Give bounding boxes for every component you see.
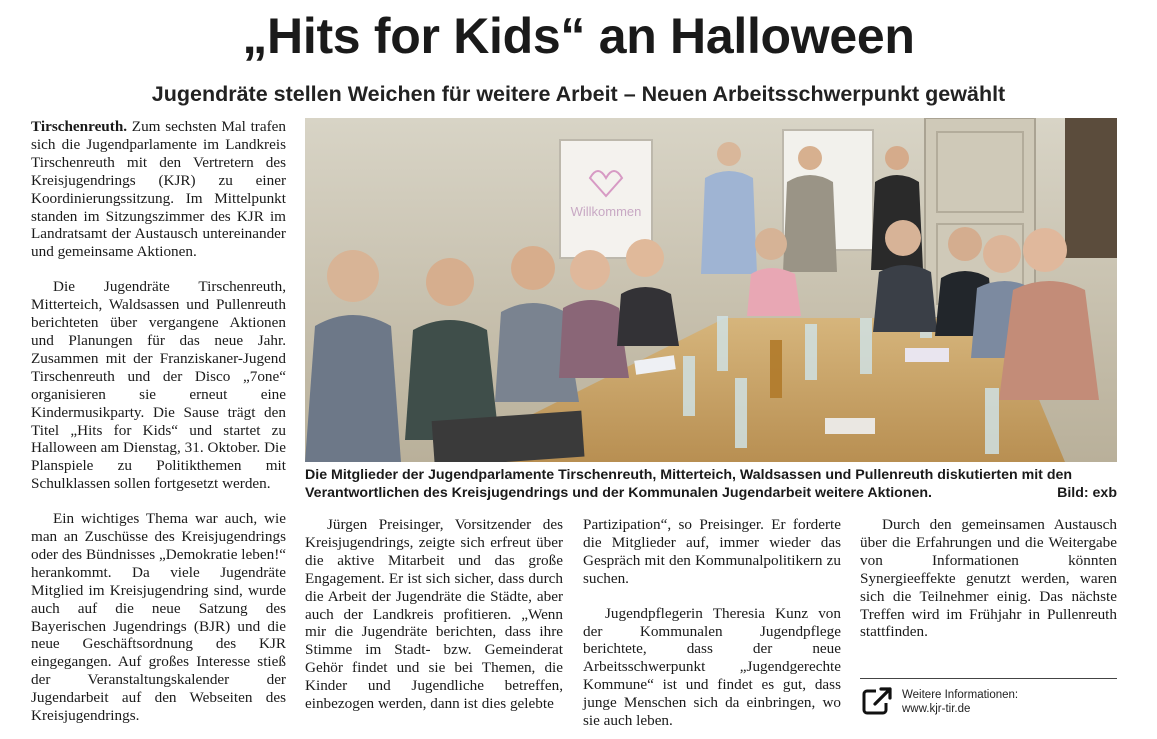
paragraph-6: Jugendpflegerin Theresia Kunz von der Kommunalen Jugendpflege berichtete, dass der neue Arbeitsschwerpunkt „Jugendgerechte Kommune“ ist und findet es gut, dass junge Menschen sich da einbringen, wo sie auch leben. [583, 604, 841, 730]
info-text [902, 688, 1018, 716]
article-column-4 [860, 516, 1117, 641]
group-photo-illustration [305, 118, 1117, 462]
paragraph-3: Ein wichtiges Thema war auch, wie man an Zuschüsse des Kreisjugendrings oder des Bündnisses „Demokratie leben!“ herankommt. Da viele Jugendräte Mitglied im Kreisjugendring sind, wurde auch auf die neue Satzung des Bayerischen Jugendrings (BJR) und die neue Geschäftsordnung des KJR eingegangen. Auf großes Interesse stieß der Veranstaltungskalender der Jugendarbeit auf den Webseiten des Kreisjugendrings. [31, 510, 286, 725]
article-column-2 [305, 516, 563, 713]
paragraph-1 [31, 118, 286, 261]
article-column-1 [31, 118, 286, 725]
photo-caption [305, 466, 1117, 502]
paragraph-4: Jürgen Preisinger, Vorsitzender des Kreisjugendrings, zeigte sich erfreut über die aktive Mitarbeit und das große Engagement. Er ist sich sicher, dass durch die Arbeit der Jugendräte die Städte, aber auch der Landkreis profitieren. „Wenn mir die Jugendräte berichten, dass ihre Stimme im Stadt- bzw. Gemeinderat Gehör findet und sie bei Themen, die Kinder und Jugendliche betreffen, einbezogen werden, dann ist dies gelebte [305, 516, 563, 713]
photo-caption-text: Die Mitglieder der Jugendparlamente Tirschenreuth, Mitterteich, Waldsassen und Pullenreuth diskutierten mit den Verantwortlichen des Kreisjugendrings und der Kommunalen Jugendarbeit weitere Aktionen. [305, 467, 1073, 501]
dateline: Tirschenreuth. [31, 118, 128, 135]
article-photo [305, 118, 1117, 462]
info-url[interactable]: www.kjr-tir.de [902, 703, 971, 715]
photo-credit: Bild: exb [1057, 485, 1117, 501]
subheadline: Jugendräte stellen Weichen für weitere Arbeit – Neuen Arbeitsschwerpunkt gewählt [151, 82, 1006, 106]
external-link-icon [862, 685, 894, 717]
headline: „Hits for Kids“ an Halloween [242, 8, 915, 64]
info-box [860, 678, 1117, 715]
flipchart-text: Willkommen [570, 204, 642, 219]
paragraph-1-text: Zum sechsten Mal trafen sich die Jugendparlamente im Landkreis Tirschenreuth mit den Vertretern des Kreisjugendrings (KJR) zu einer Koordinierungssitzung. Im Mittelpunkt standen im Sitzungszimmer des KJR im Landratsamt der Austausch untereinander und gemeinsame Aktionen. [31, 118, 286, 261]
article-column-3 [583, 516, 841, 730]
paragraph-5: Partizipation“, so Preisinger. Er forderte die Mitglieder auf, immer wieder das Gespräch mit den Kommunalpolitikern zu suchen. [583, 516, 841, 587]
paragraph-2: Die Jugendräte Tirschenreuth, Mitterteich, Waldsassen und Pullenreuth berichteten über vergangene Aktionen und Planungen für das neue Jahr. Zusammen mit der Franziskaner-Jugend Tirschenreuth und der Disco „7one“ organisieren sie erneut eine Kindermusikparty. Die Sause trägt den Titel „Hits for Kids“ und startet zu Halloween am Dienstag, 31. Oktober. Die Planspiele zu Politikthemen mit Schulklassen sollen fortgesetzt werden. [31, 278, 286, 493]
info-label: Weitere Informationen: [902, 689, 1019, 701]
paragraph-7: Durch den gemeinsamen Austausch über die Erfahrungen und die Weitergabe von Informationen könnten Synergieeffekte genutzt werden, waren sich die Teilnehmer einig. Das nächste Treffen wird im Frühjahr in Pullenreuth stattfinden. [860, 516, 1117, 641]
